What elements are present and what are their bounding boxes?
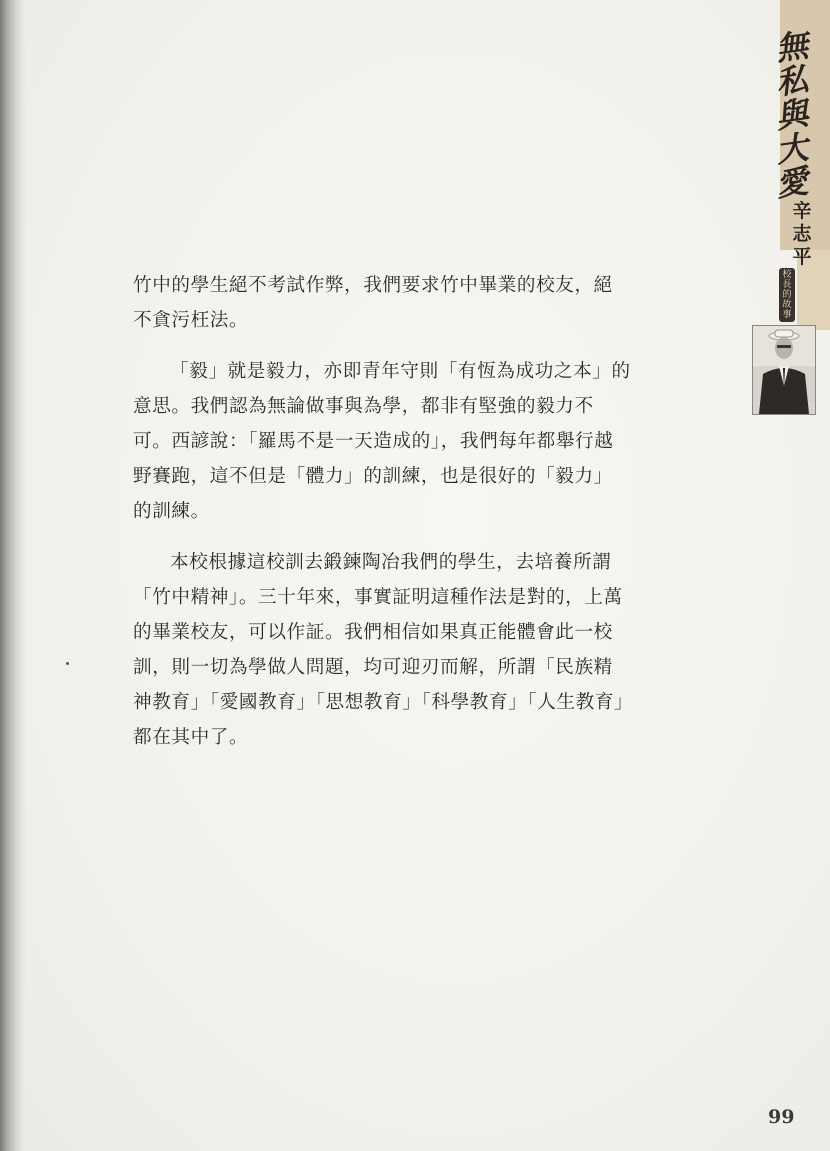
paragraph bbox=[133, 545, 647, 755]
paragraph bbox=[133, 268, 647, 338]
text-line: 野賽跑，這不但是「體力」的訓練，也是很好的「毅力」 bbox=[133, 466, 613, 487]
text-line: 竹中的學生絕不考試作弊，我們要求竹中畢業的校友，絕 bbox=[133, 275, 613, 296]
author-portrait bbox=[752, 325, 816, 415]
author-name-char: 志 bbox=[792, 223, 812, 245]
author-subtitle-char: 長 bbox=[782, 280, 792, 290]
author-subtitle bbox=[779, 268, 795, 322]
series-title-char: 大 bbox=[773, 127, 811, 171]
series-title-char: 無 bbox=[773, 25, 811, 69]
text-line: 神教育」「愛國教育」「思想教育」「科學教育」「人生教育」 bbox=[133, 692, 634, 713]
author-name-char: 平 bbox=[792, 246, 812, 268]
text-line: 意思。我們認為無論做事與為學，都非有堅強的毅力不 bbox=[133, 396, 594, 417]
paragraph bbox=[133, 354, 647, 529]
series-title-char: 與 bbox=[773, 93, 811, 137]
text-line: 的訓練。 bbox=[133, 501, 210, 522]
text-line: 的畢業校友，可以作証。我們相信如果真正能體會此一校 bbox=[133, 622, 613, 643]
author-subtitle-char: 故 bbox=[782, 300, 792, 310]
author-subtitle-char: 校 bbox=[782, 270, 792, 280]
author-name-char: 辛 bbox=[792, 200, 812, 222]
author-subtitle-char: 的 bbox=[782, 290, 792, 300]
page-number: 99 bbox=[768, 1106, 795, 1128]
body-text bbox=[133, 268, 647, 771]
text-line: 「毅」就是毅力，亦即青年守則「有恆為成功之本」的 bbox=[170, 361, 631, 382]
page-speck bbox=[66, 662, 69, 665]
author-subtitle-char: 事 bbox=[782, 310, 792, 320]
series-title bbox=[772, 25, 812, 205]
author-name bbox=[790, 200, 814, 269]
text-line: 不貪污枉法。 bbox=[133, 310, 249, 331]
book-gutter bbox=[0, 0, 26, 1151]
portrait-photo-icon bbox=[753, 326, 815, 414]
text-line: 都在其中了。 bbox=[133, 727, 249, 748]
text-line: 可。西諺說：「羅馬不是一天造成的」，我們每年都舉行越 bbox=[133, 431, 614, 452]
series-title-char: 私 bbox=[773, 59, 811, 103]
text-line: 訓，則一切為學做人問題，均可迎刃而解，所謂「民族精 bbox=[133, 657, 613, 678]
text-line: 本校根據這校訓去鍛鍊陶冶我們的學生，去培養所謂 bbox=[170, 552, 612, 573]
text-line: 「竹中精神」。三十年來，事實証明這種作法是對的，上萬 bbox=[133, 587, 623, 608]
series-title-char: 愛 bbox=[773, 161, 811, 205]
